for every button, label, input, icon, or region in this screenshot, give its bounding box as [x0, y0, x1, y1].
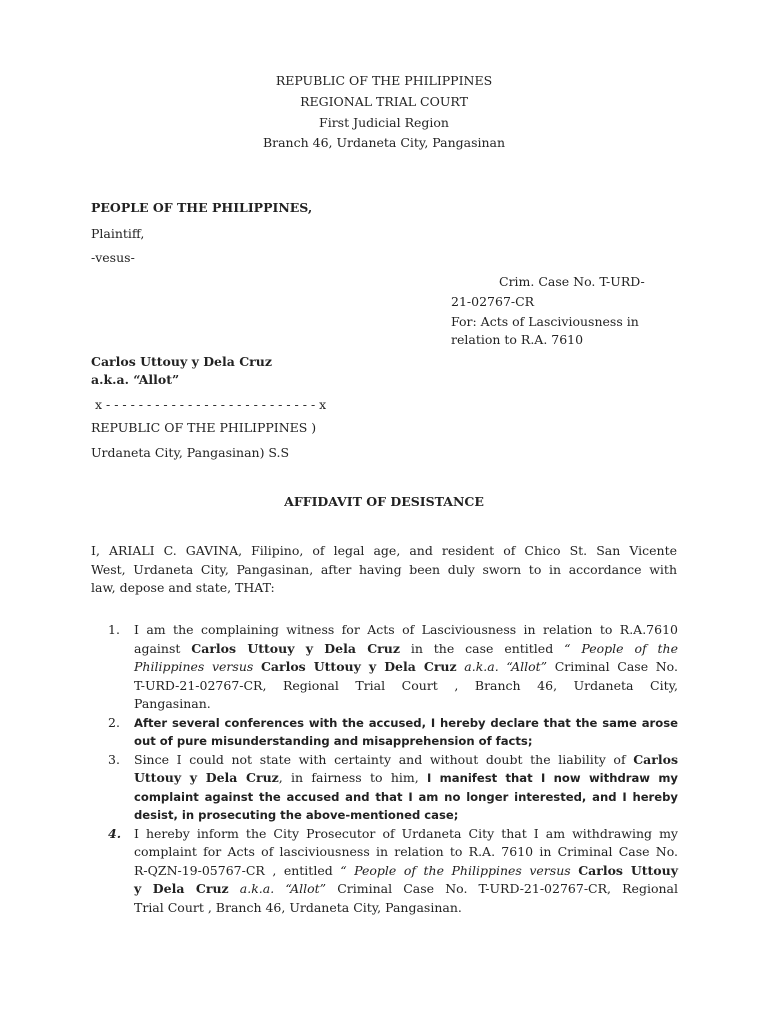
item-line: Pangasinan.: [134, 696, 211, 711]
item-line: Uttouy y Dela Cruz, in fairness to him, I manifest that I now withdraw my: [134, 770, 678, 785]
case-number-line1: Crim. Case No. T-URD-: [499, 274, 645, 289]
document-title: AFFIDAVIT OF DESISTANCE: [284, 494, 484, 509]
item-number: 1.: [108, 622, 120, 637]
item-line: I am the complaining witness for Acts of Lasciviousness in relation to R.A.7610: [134, 622, 678, 637]
plaintiff-role: Plaintiff,: [91, 226, 145, 241]
item-number: 4.: [108, 825, 122, 841]
caption-separator: x - - - - - - - - - - - - - - - - - - - - - - - - - - x: [95, 397, 327, 412]
item-line: After several conferences with the accused, I hereby declare that the same arose: [134, 715, 678, 730]
item-line: R-QZN-19-05767-CR , entitled “ People of the Philippines versus Carlos Uttouy: [134, 862, 678, 878]
intro-paragraph: [91, 542, 677, 598]
statement-item: [108, 621, 678, 714]
versus-label: -vesus-: [91, 250, 135, 265]
item-number: 2.: [108, 714, 120, 730]
item-line: complaint against the accused and that I am no longer interested, and I hereby: [134, 789, 678, 804]
item-line: against Carlos Uttouy y Dela Cruz in the case entitled “ People of the: [134, 640, 678, 656]
statement-item: [108, 825, 678, 918]
header-region: First Judicial Region: [319, 115, 449, 130]
item-line: I hereby inform the City Prosecutor of Urdaneta City that I am withdrawing my: [134, 825, 678, 841]
offense-line1: For: Acts of Lasciviousness in: [451, 314, 639, 329]
header-branch: Branch 46, Urdaneta City, Pangasinan: [262, 135, 506, 150]
accused-alias: a.k.a. “Allot”: [91, 372, 180, 387]
header-court: REGIONAL TRIAL COURT: [300, 94, 468, 109]
statement-item: [108, 714, 678, 751]
item-line: Since I could not state with certainty and without doubt the liability of Carlos: [134, 751, 678, 767]
item-line: complaint for Acts of lasciviousness in relation to R.A. 7610 in Criminal Case No.: [134, 844, 678, 859]
item-number: 3.: [108, 751, 120, 767]
case-number-line2: 21-02767-CR: [451, 294, 535, 309]
plaintiff-name: PEOPLE OF THE PHILIPPINES,: [91, 200, 313, 215]
item-line: T-URD-21-02767-CR, Regional Trial Court , Branch 46, Urdaneta City,: [134, 677, 678, 693]
item-line: Trial Court , Branch 46, Urdaneta City, Pangasinan.: [134, 899, 462, 915]
accused-name: Carlos Uttouy y Dela Cruz: [91, 354, 272, 369]
item-line: out of pure misunderstanding and misapprehension of facts;: [134, 734, 533, 748]
intro-line: West, Urdaneta City, Pangasinan, after having been duly sworn to in accordance with: [91, 561, 677, 577]
intro-line: I, ARIALI C. GAVINA, Filipino, of legal age, and resident of Chico St. San Vicente: [91, 543, 677, 558]
offense-line2: relation to R.A. 7610: [451, 332, 584, 347]
intro-line: law, depose and state, THAT:: [91, 580, 275, 595]
venue-republic: REPUBLIC OF THE PHILIPPINES ): [91, 420, 317, 435]
item-line: y Dela Cruz a.k.a. “Allot” Criminal Case No. T-URD-21-02767-CR, Regional: [134, 881, 678, 896]
header-republic: REPUBLIC OF THE PHILIPPINES: [275, 73, 493, 88]
venue-city: Urdaneta City, Pangasinan) S.S: [91, 445, 290, 460]
item-line: desist, in prosecuting the above-mentioned case;: [134, 808, 459, 822]
statement-item: [108, 751, 678, 825]
statement-list: [108, 621, 678, 917]
item-line: Philippines versus Carlos Uttouy y Dela Cruz a.k.a. “Allot” Criminal Case No.: [134, 659, 678, 674]
